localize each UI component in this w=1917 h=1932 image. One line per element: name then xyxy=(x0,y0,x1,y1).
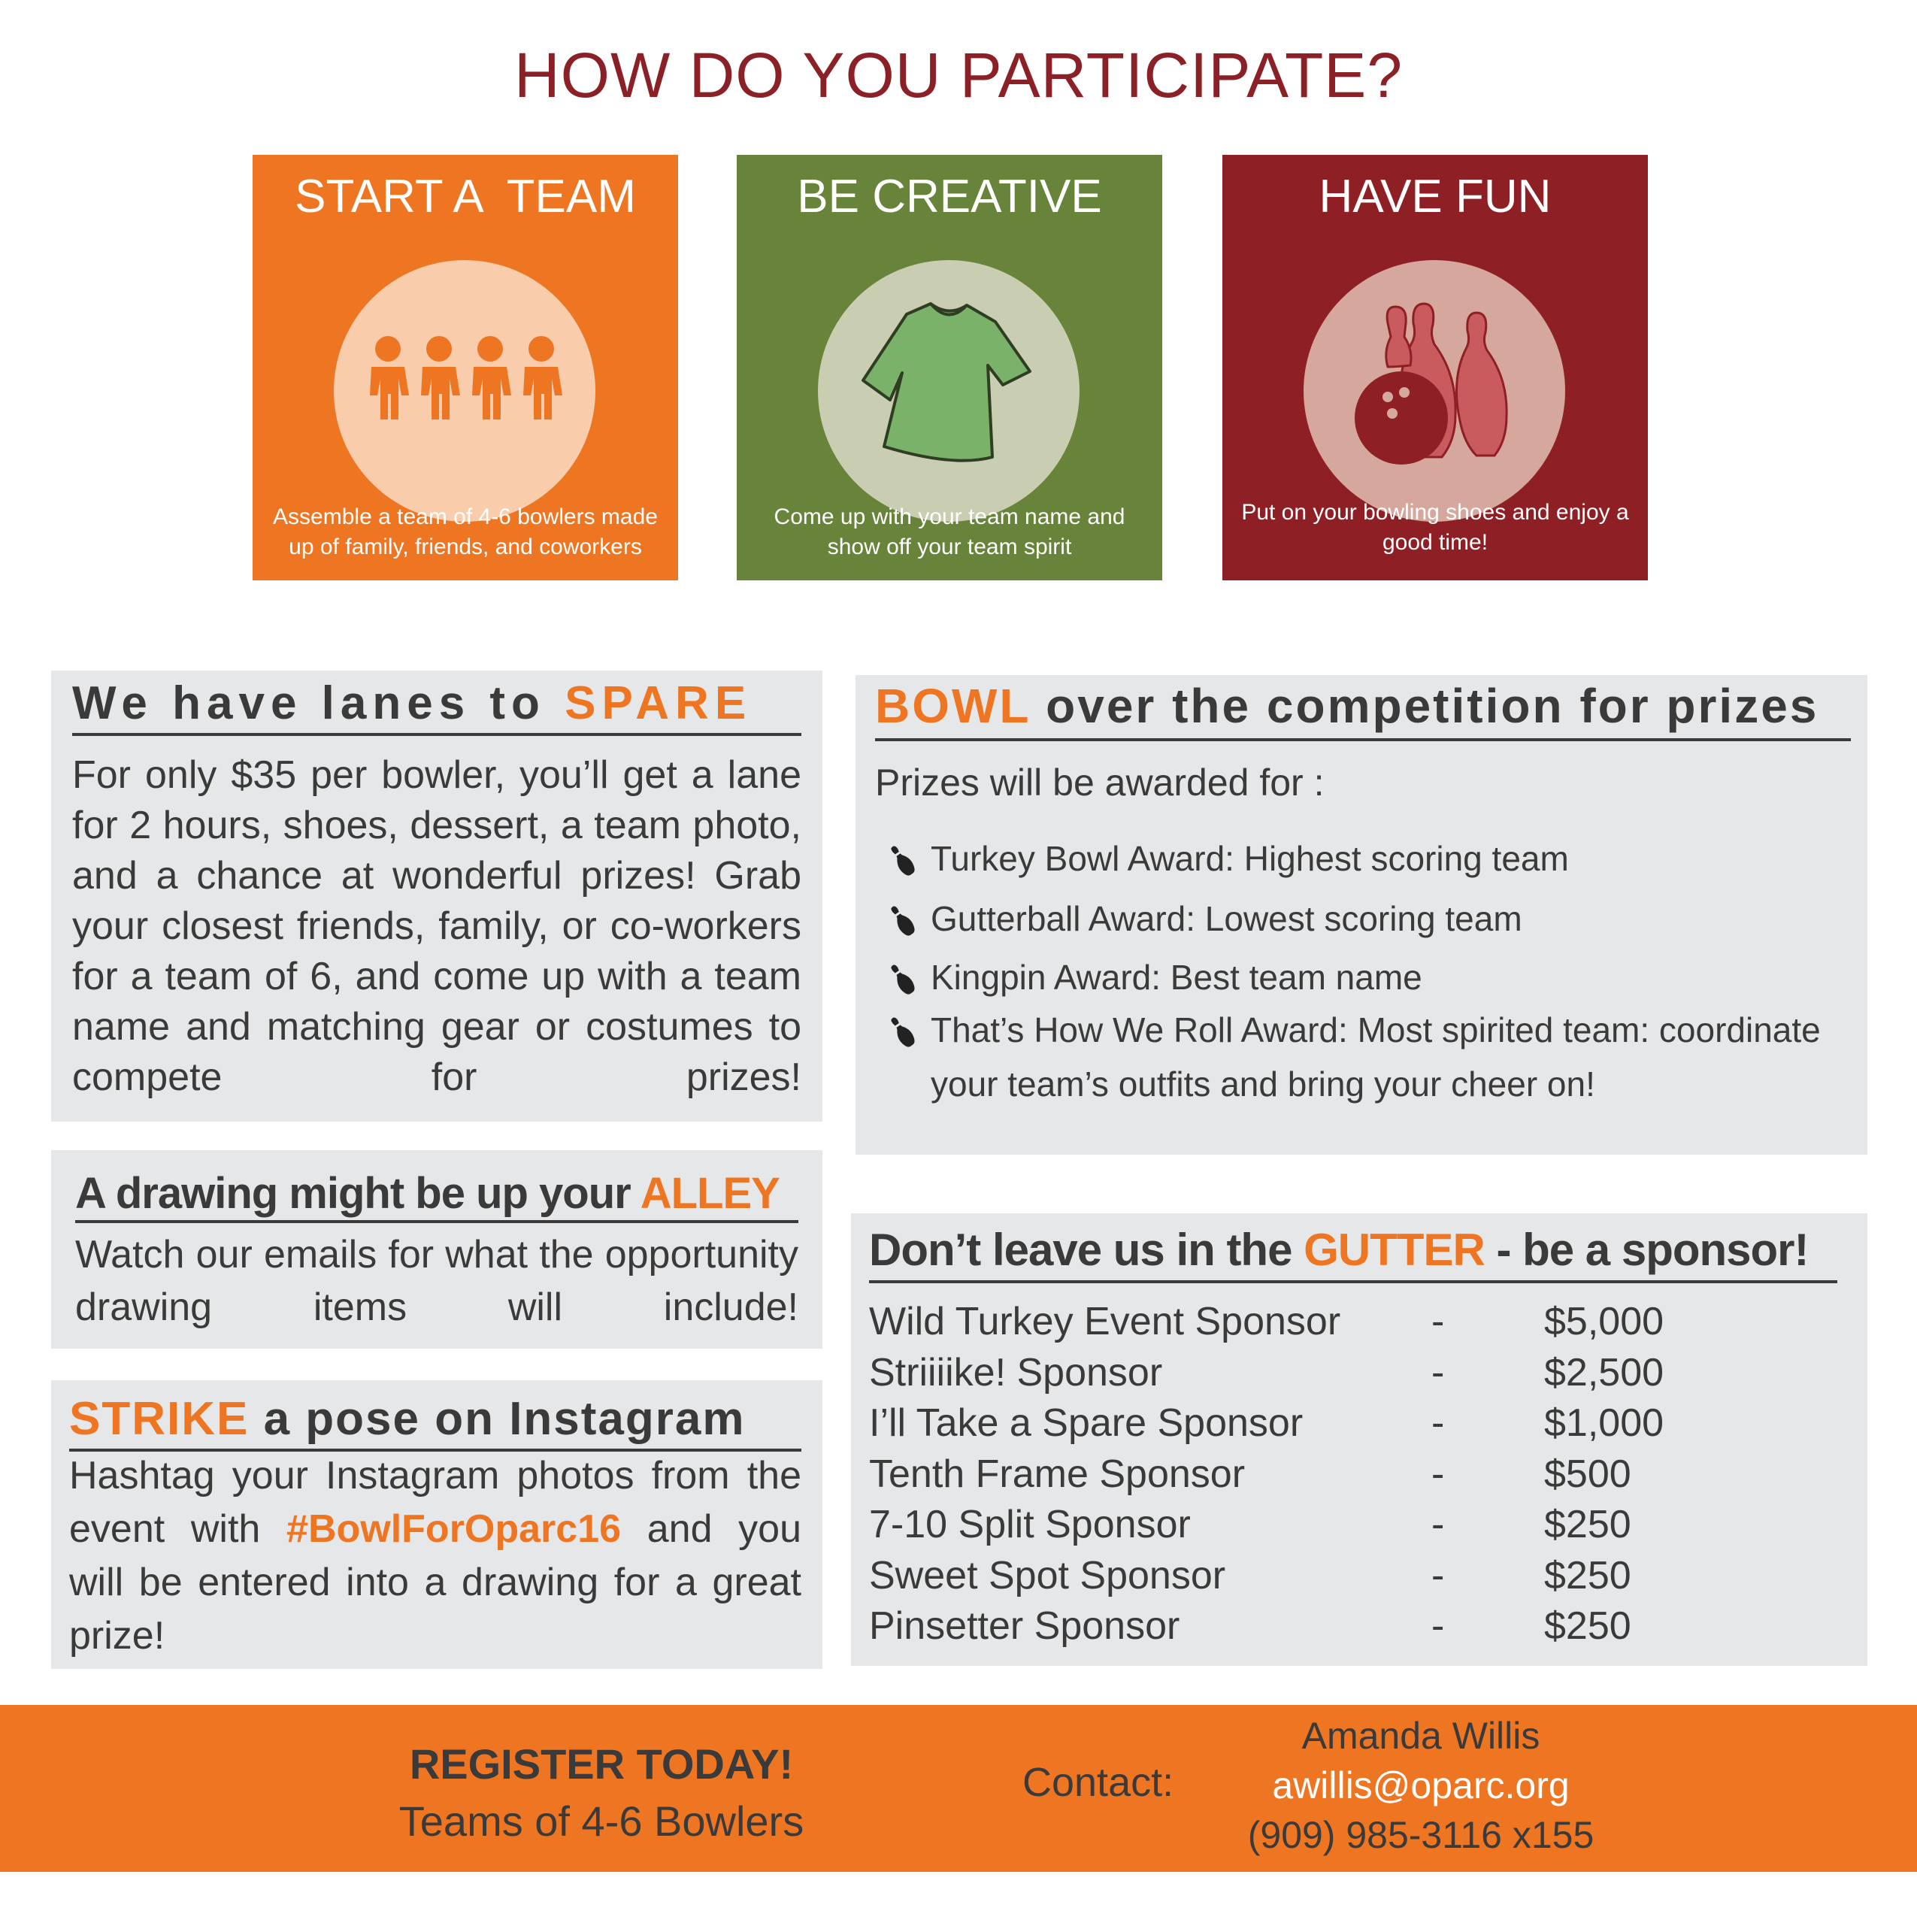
sponsor-amount: $250 xyxy=(1544,1503,1631,1546)
heading-text: Don’t leave us in the xyxy=(869,1225,1304,1275)
tile-title: START A TEAM xyxy=(295,171,636,223)
heading-text: A drawing might be up your xyxy=(75,1169,641,1218)
sponsor-name: Tenth Frame Sponsor xyxy=(869,1452,1246,1496)
sponsor-name: Sweet Spot Sponsor xyxy=(869,1554,1226,1597)
heading-accent: BOWL xyxy=(875,679,1031,733)
sponsor-row xyxy=(869,1401,1846,1452)
sponsor-amount: $2,500 xyxy=(1544,1351,1664,1394)
contact-label: Contact: xyxy=(1022,1760,1174,1805)
sponsor-amount: $1,000 xyxy=(1544,1401,1664,1445)
sponsor-amount: $5,000 xyxy=(1544,1300,1664,1343)
register-subtitle: Teams of 4-6 Bowlers xyxy=(398,1797,804,1845)
bowling-icon xyxy=(1304,260,1565,522)
t-shirt-icon xyxy=(818,260,1080,522)
sponsor-dash: - xyxy=(1431,1351,1445,1394)
strike-body xyxy=(69,1449,801,1663)
tile-have-fun xyxy=(1222,155,1648,580)
footer-bar xyxy=(0,1705,1917,1872)
heading-text: We have lanes to xyxy=(72,677,565,729)
sponsor-name: Striiiike! Sponsor xyxy=(869,1351,1163,1394)
tile-description: Assemble a team of 4-6 bowlers made up of family, friends, and coworkers xyxy=(273,504,658,559)
heading-text: over the competition for prizes xyxy=(1030,679,1819,733)
prize-text: That’s How We Roll Award: Most spirited team: coordinate your team’s outfits and bring your cheer on! xyxy=(931,1010,1821,1104)
sponsor-row xyxy=(869,1299,1846,1350)
sponsor-amount: $250 xyxy=(1544,1554,1631,1597)
tile-start-a-team xyxy=(253,155,678,580)
heading-accent: ALLEY xyxy=(640,1169,780,1218)
contact-phone[interactable]: (909) 985-3116 x155 xyxy=(1247,1814,1594,1856)
sponsor-name: Pinsetter Sponsor xyxy=(869,1604,1180,1648)
sponsor-dash: - xyxy=(1431,1452,1445,1496)
sponsor-heading xyxy=(869,1224,1837,1283)
sponsor-name: I’ll Take a Spare Sponsor xyxy=(869,1401,1304,1445)
sponsor-row xyxy=(869,1553,1846,1604)
heading-accent: GUTTER xyxy=(1304,1225,1485,1275)
sponsor-amount: $500 xyxy=(1544,1452,1631,1496)
alley-body: Watch our emails for what the opportunity drawing items will include! xyxy=(75,1233,798,1329)
sponsor-name: Wild Turkey Event Sponsor xyxy=(869,1300,1341,1343)
prizes-intro: Prizes will be awarded for : xyxy=(875,762,1325,804)
sponsor-row xyxy=(869,1452,1846,1503)
sponsor-dash: - xyxy=(1431,1300,1445,1343)
spare-body: For only $35 per bowler, you’ll get a lane for 2 hours, shoes, dessert, a team photo, and a chance at wonderful prizes! Grab your closest friends, family, or co-workers for a team of 6, and come up with a team name and matching gear or costumes to compete for prizes! xyxy=(72,753,801,1099)
tile-title: BE CREATIVE xyxy=(797,171,1102,223)
strike-heading xyxy=(69,1392,801,1452)
register-title: REGISTER TODAY! xyxy=(409,1740,794,1788)
sponsor-row xyxy=(869,1350,1846,1401)
prize-text: Kingpin Award: Best team name xyxy=(931,958,1422,997)
contact-email[interactable]: awillis@oparc.org xyxy=(1272,1764,1570,1806)
tile-title: HAVE FUN xyxy=(1319,171,1552,223)
people-icon xyxy=(334,260,595,522)
alley-heading xyxy=(75,1168,798,1223)
sponsor-dash: - xyxy=(1431,1554,1445,1597)
heading-text: - be a sponsor! xyxy=(1484,1225,1809,1275)
bowling-pin-icon xyxy=(886,959,920,998)
sponsor-row xyxy=(869,1603,1846,1655)
sponsor-amount: $250 xyxy=(1544,1604,1631,1648)
heading-accent: STRIKE xyxy=(69,1393,250,1445)
heading-accent: SPARE xyxy=(565,677,753,729)
sponsor-dash: - xyxy=(1431,1604,1445,1648)
bowling-pin-icon xyxy=(886,1012,920,1051)
sponsor-dash: - xyxy=(1431,1401,1445,1445)
body-text: Hashtag your Instagram photos from the event with xyxy=(69,1454,801,1551)
sponsor-name: 7-10 Split Sponsor xyxy=(869,1503,1191,1546)
body-text: and you will be entered into a drawing for a great prize! xyxy=(69,1507,802,1658)
sponsor-row xyxy=(869,1502,1846,1553)
prize-text: Gutterball Award: Lowest scoring team xyxy=(931,899,1522,938)
hashtag: #BowlForOparc16 xyxy=(286,1507,622,1551)
heading-text: a pose on Instagram xyxy=(249,1393,746,1445)
page-title: HOW DO YOU PARTICIPATE? xyxy=(513,40,1404,111)
sponsor-dash: - xyxy=(1431,1503,1445,1546)
bowling-pin-icon xyxy=(886,901,920,940)
spare-heading xyxy=(72,677,801,736)
tile-description: Come up with your team name and show off your team spirit xyxy=(774,504,1125,559)
tile-be-creative xyxy=(737,155,1162,580)
tile-description: Put on your bowling shoes and enjoy a good time! xyxy=(1241,500,1629,555)
prizes-heading xyxy=(875,678,1851,741)
contact-name: Amanda Willis xyxy=(1301,1715,1540,1757)
prize-text: Turkey Bowl Award: Highest scoring team xyxy=(931,839,1569,878)
bowling-pin-icon xyxy=(886,840,920,880)
